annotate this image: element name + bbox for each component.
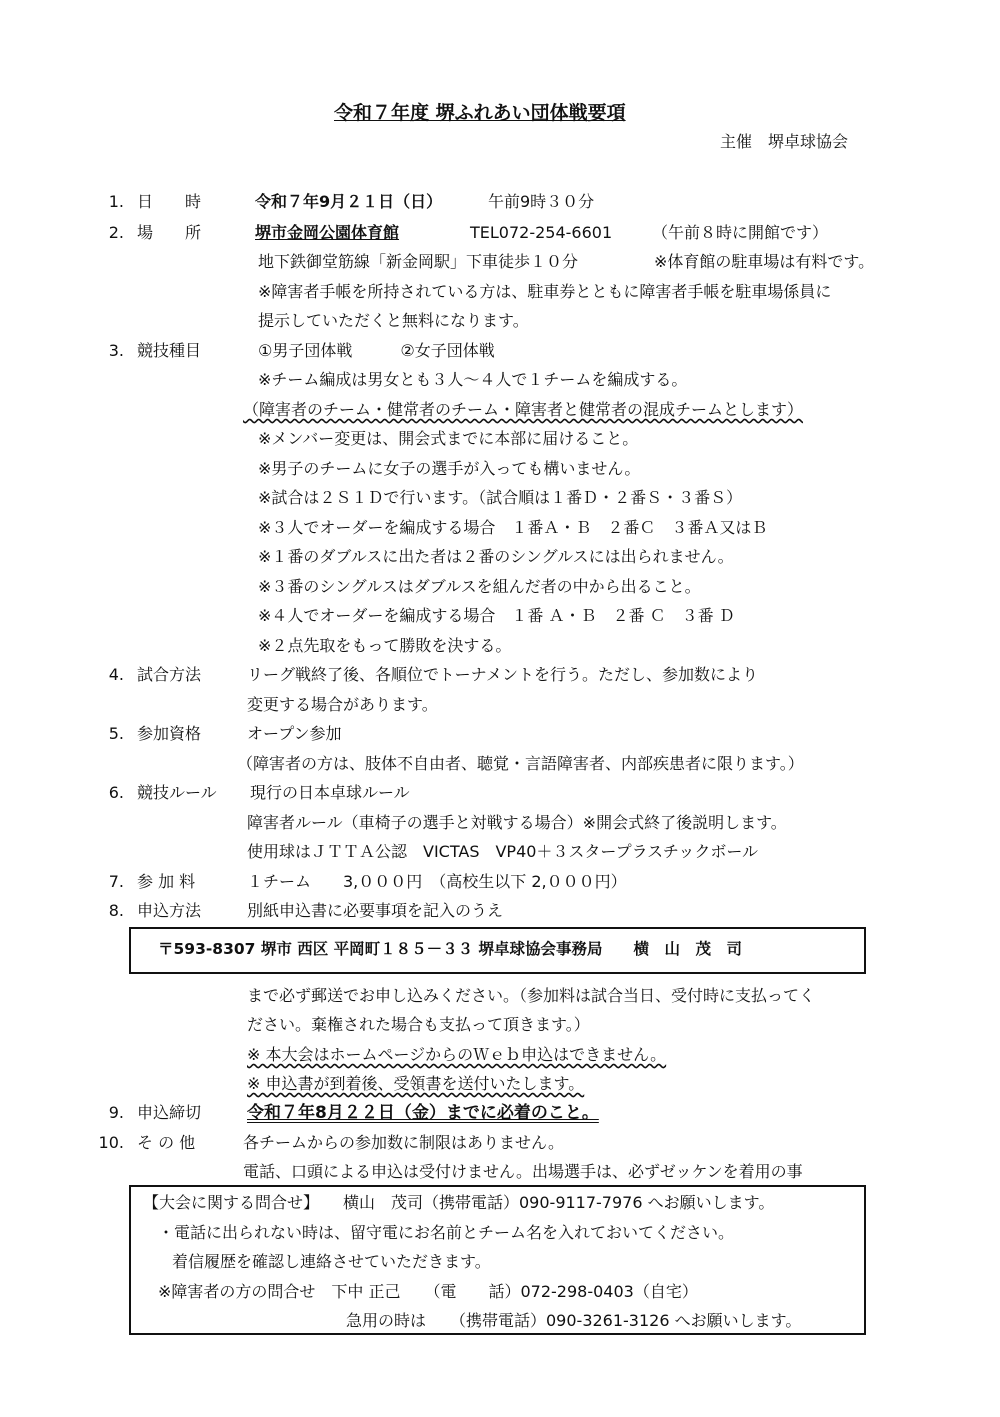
event-rule: ※２点先取をもって勝敗を決する。 xyxy=(258,636,512,655)
contact-line: 【大会に関する問合せ】 横山 茂司（携帯電話）090-9117-7976 へお願いします。 xyxy=(143,1193,775,1212)
item-number: 8. xyxy=(108,901,124,920)
item-number: 3. xyxy=(108,341,124,360)
event-rule: ※メンバー変更は、開会式までに本部に届けること。 xyxy=(258,429,639,448)
item-number: 2. xyxy=(108,223,124,242)
other-note: 電話、口頭による申込は受付けません。出場選手は、必ずゼッケンを着用の事 xyxy=(243,1162,803,1181)
item-label: 申込締切 xyxy=(137,1103,202,1122)
page-title: 令和７年度 堺ふれあい団体戦要項 xyxy=(334,102,626,124)
event-date: 令和７年9月２１日（日） xyxy=(255,192,443,211)
application-method: 別紙申込書に必要事項を記入のうえ xyxy=(247,901,504,920)
event-rule: ※男子のチームに女子の選手が入っても構いません。 xyxy=(258,459,641,478)
entry-fee: １チーム 3,０００円 （高校生以下 2,０００円） xyxy=(247,872,627,891)
venue-access: 地下鉄御堂筋線「新金岡駅」下車徒歩１０分 xyxy=(258,252,579,271)
application-method: まで必ず郵送でお申し込みください。（参加料は試合当日、受付時に支払ってく xyxy=(247,986,816,1005)
game-rules: 使用球はＪＴＴＡ公認 VICTAS VP40＋３スタープラスチックボール xyxy=(247,842,759,861)
item-label: 日 時 xyxy=(137,192,202,211)
item-number: 4. xyxy=(108,665,124,684)
event-rule: ※４人でオーダーを編成する場合 １番 Ａ・Ｂ ２番 Ｃ ３番 Ｄ xyxy=(258,606,735,625)
item-label: 参 加 料 xyxy=(137,872,196,891)
event-time: 午前9時３０分 xyxy=(488,192,595,211)
receipt-note: ※ 申込書が到着後、受領書を送付いたします。 xyxy=(247,1074,585,1093)
item-number: 1. xyxy=(108,192,124,211)
event-rule: ※３番のシングルスはダブルスを組んだ者の中から出ること。 xyxy=(258,577,701,596)
eligibility: オープン参加 xyxy=(247,724,342,743)
events-list: ①男子団体戦 ②女子団体戦 xyxy=(258,341,495,360)
parking-note-line: ※障害者手帳を所持されている方は、駐車券とともに障害者手帳を駐車場係員に xyxy=(258,282,832,301)
item-label: 競技種目 xyxy=(137,341,202,360)
contact-line: 急用の時は （携帯電話）090-3261-3126 へお願いします。 xyxy=(346,1311,802,1330)
other-note: 各チームからの参加数に制限はありません。 xyxy=(243,1133,564,1152)
venue-name: 堺市金岡公園体育館 xyxy=(255,223,400,242)
deadline: 令和７年8月２２日（金）までに必着のこと。 xyxy=(247,1103,599,1123)
contact-line: ・電話に出られない時は、留守電にお名前とチーム名を入れておいてください。 xyxy=(158,1223,735,1242)
venue-open-time: （午前８時に開館です） xyxy=(652,223,829,242)
event-rule: ※試合は２Ｓ１Ｄで行います。（試合順は１番Ｄ・２番Ｓ・３番Ｓ） xyxy=(258,488,743,507)
item-label: そ の 他 xyxy=(137,1133,196,1152)
application-method: ださい。棄権された場合も支払って頂きます。） xyxy=(247,1015,590,1034)
match-method: リーグ戦終了後、各順位でトーナメントを行う。ただし、参加数により xyxy=(247,665,759,684)
contact-line: ※障害者の方の問合せ 下中 正己 （電 話）072-298-0403（自宅） xyxy=(158,1282,698,1301)
game-rules: 現行の日本卓球ルール xyxy=(250,783,410,802)
organizer: 主催 堺卓球協会 xyxy=(720,132,849,151)
item-number: 6. xyxy=(108,783,124,802)
event-rule: （障害者のチーム・健常者のチーム・障害者と健常者の混成チームとします） xyxy=(243,400,804,419)
item-number: 5. xyxy=(108,724,124,743)
item-number: 7. xyxy=(108,872,124,891)
event-rule: ※チーム編成は男女とも３人～４人で１チームを編成する。 xyxy=(258,370,688,389)
venue-tel: TEL072-254-6601 xyxy=(470,223,613,242)
mailing-address: 〒593-8307 堺市 西区 平岡町１８５－３３ 堺卓球協会事務局 横 山 茂 司 xyxy=(158,940,743,958)
game-rules: 障害者ルール（車椅子の選手と対戦する場合）※開会式終了後説明します。 xyxy=(247,813,787,832)
event-rule: ※１番のダブルスに出た者は２番のシングルスには出られません。 xyxy=(258,547,734,566)
item-label: 競技ルール xyxy=(137,783,217,802)
item-number: 9. xyxy=(108,1103,124,1122)
item-number: 10. xyxy=(98,1133,124,1152)
parking-note: ※体育館の駐車場は有料です。 xyxy=(654,252,875,271)
item-label: 試合方法 xyxy=(137,665,202,684)
match-method: 変更する場合があります。 xyxy=(247,695,438,714)
item-label: 申込方法 xyxy=(137,901,202,920)
parking-note-line: 提示していただくと無料になります。 xyxy=(258,311,529,330)
item-label: 場 所 xyxy=(137,223,202,242)
contact-line: 着信履歴を確認し連絡させていただきます。 xyxy=(172,1252,491,1271)
event-rule: ※３人でオーダーを編成する場合 １番Ａ・Ｂ ２番Ｃ ３番Ａ又はＢ xyxy=(258,518,768,537)
web-entry-note: ※ 本大会はホームページからのＷｅｂ申込はできません。 xyxy=(247,1045,667,1064)
item-label: 参加資格 xyxy=(137,724,202,743)
eligibility-note: （障害者の方は、肢体不自由者、聴覚・言語障害者、内部疾患者に限ります。） xyxy=(237,754,804,773)
